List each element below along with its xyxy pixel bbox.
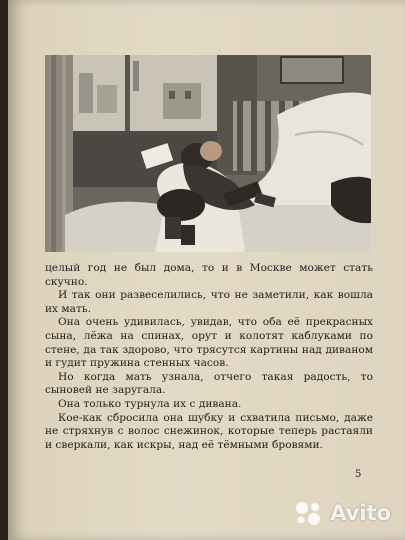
paragraph: Кое-как сбросила она шубку и схватила письмо, даже не стряхнув с волос снежинок, которые теперь растаяли и сверкали, как искры, над её тёмными бровями.	[45, 411, 373, 451]
avito-logo-icon	[294, 500, 324, 526]
watermark	[294, 500, 391, 526]
paragraph: И так они развеселились, что не заметили, как вошла их мать.	[45, 289, 373, 315]
illustration	[45, 55, 371, 252]
paragraph: Она только турнула их с дивана.	[58, 397, 242, 410]
watermark-text: Avito	[330, 501, 391, 525]
illustration-drawing	[45, 55, 371, 252]
page-number: 5	[355, 469, 362, 480]
paragraph: Она очень удивилась, увидав, что оба её прекрасных сына, лёжа на спинах, орут и колотят каблуками по стене, да так здорово, что трясутся картины над диваном и гудит пружина стенных часов.	[45, 316, 373, 370]
body-text	[45, 262, 373, 452]
paragraph: целый год не был дома, то и в Москве может стать скучно.	[45, 262, 373, 288]
paragraph: Но когда мать узнала, отчего такая радость, то сыновей не заругала.	[45, 370, 373, 397]
book-page	[8, 0, 405, 540]
